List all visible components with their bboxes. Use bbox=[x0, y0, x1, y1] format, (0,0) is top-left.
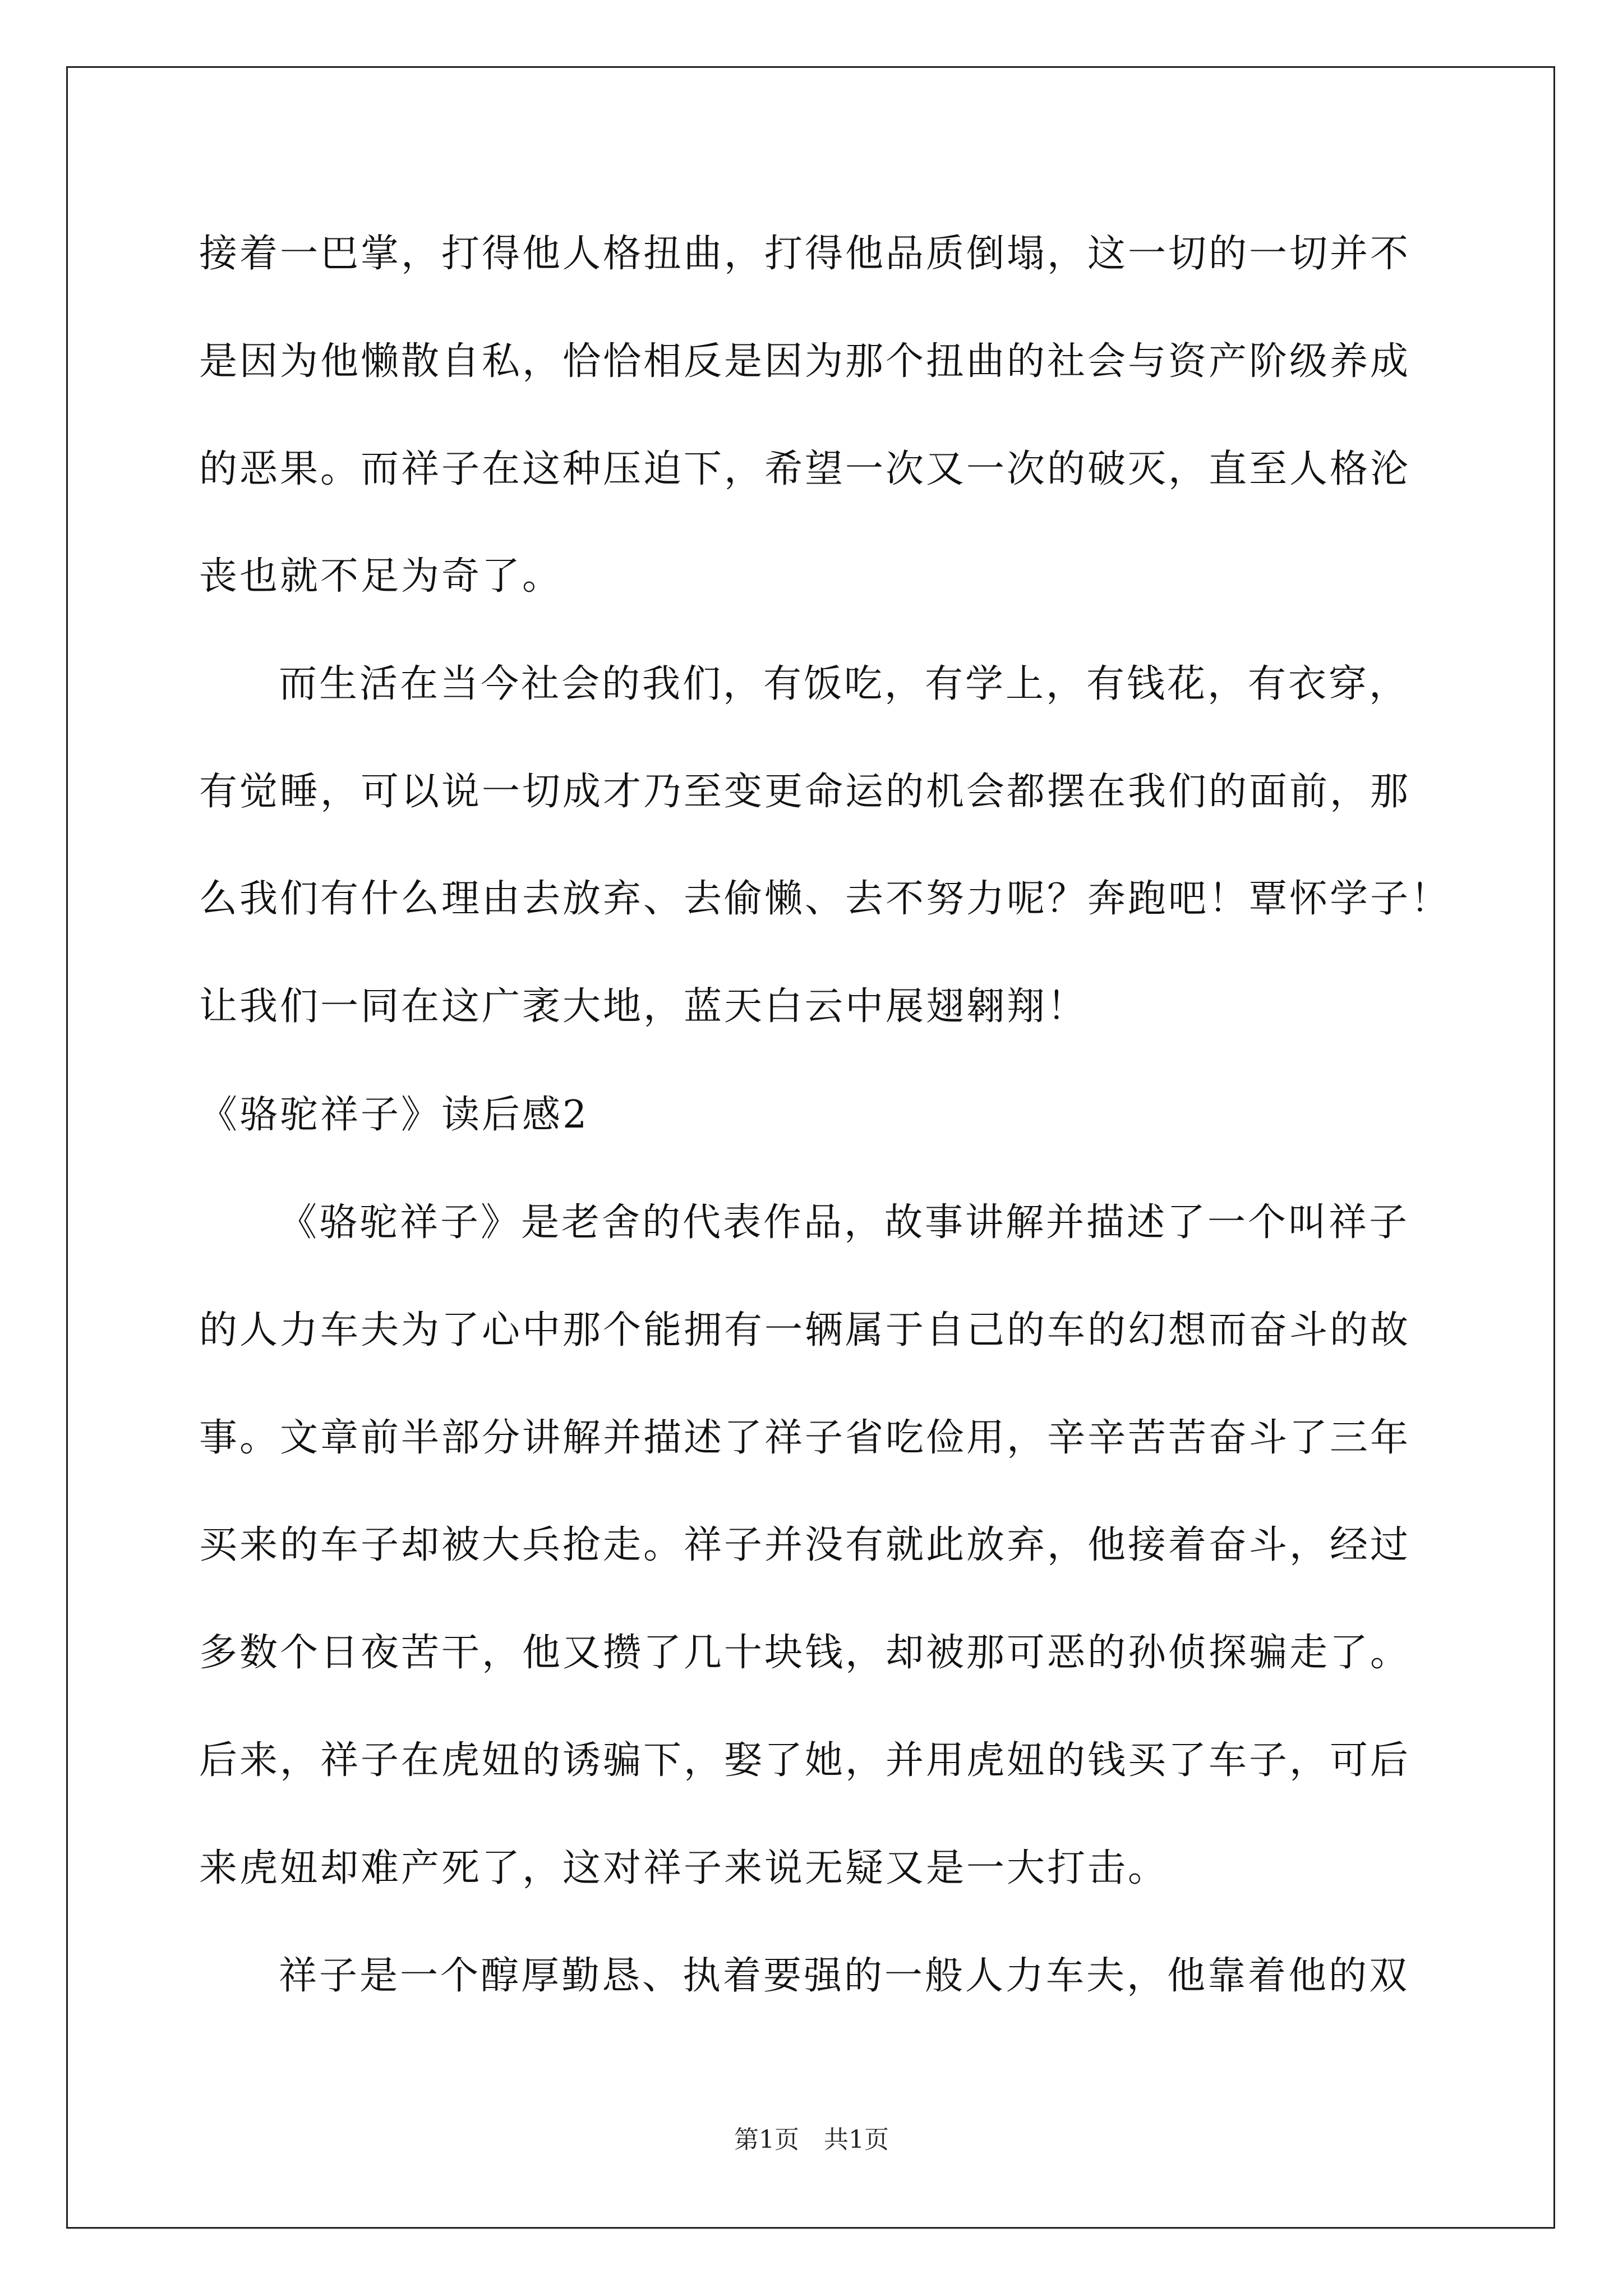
paragraph-line: 么我们有什么理由去放弃、去偷懒、去不努力呢？奔跑吧！覃怀学子！ bbox=[199, 877, 1451, 921]
section-heading: 《骆驼祥子》读后感2 bbox=[199, 1093, 589, 1137]
paragraph-line: 有觉睡，可以说一切成才乃至变更命运的机会都摆在我们的面前，那 bbox=[199, 770, 1411, 814]
paragraph-line: 接着一巴掌，打得他人格扭曲，打得他品质倒塌，这一切的一切并不 bbox=[199, 232, 1411, 276]
page-footer: 第1页 共1页 bbox=[734, 2125, 889, 2154]
paragraph-line: 来虎妞却难产死了，这对祥子来说无疑又是一大打击。 bbox=[199, 1846, 1169, 1890]
paragraph-line: 而生活在当今社会的我们，有饭吃，有学上，有钱花，有衣穿， bbox=[279, 662, 1410, 706]
paragraph-line: 买来的车子却被大兵抢走。祥子并没有就此放弃，他接着奋斗，经过 bbox=[199, 1523, 1411, 1567]
paragraph-line: 是因为他懒散自私，恰恰相反是因为那个扭曲的社会与资产阶级养成 bbox=[199, 339, 1411, 384]
paragraph-line: 后来，祥子在虎妞的诱骗下，娶了她，并用虎妞的钱买了车子，可后 bbox=[199, 1738, 1411, 1783]
paragraph-line: 的人力车夫为了心中那个能拥有一辆属于自己的车的幻想而奋斗的故 bbox=[199, 1308, 1411, 1352]
paragraph-line: 《骆驼祥子》是老舍的代表作品，故事讲解并描述了一个叫祥子 bbox=[279, 1200, 1410, 1245]
paragraph-line: 丧也就不足为奇了。 bbox=[199, 554, 563, 599]
paragraph-line: 让我们一同在这广袤大地，蓝天白云中展翅翱翔！ bbox=[199, 984, 1088, 1029]
paragraph-line: 多数个日夜苦干，他又攒了几十块钱，却被那可恶的孙侦探骗走了。 bbox=[199, 1631, 1411, 1675]
page-border bbox=[66, 66, 1555, 2229]
paragraph-line: 的恶果。而祥子在这种压迫下，希望一次又一次的破灭，直至人格沦 bbox=[199, 447, 1411, 491]
paragraph-line: 事。文章前半部分讲解并描述了祥子省吃俭用，辛辛苦苦奋斗了三年 bbox=[199, 1416, 1411, 1460]
paragraph-line: 祥子是一个醇厚勤恳、执着要强的一般人力车夫，他靠着他的双 bbox=[279, 1954, 1410, 1998]
